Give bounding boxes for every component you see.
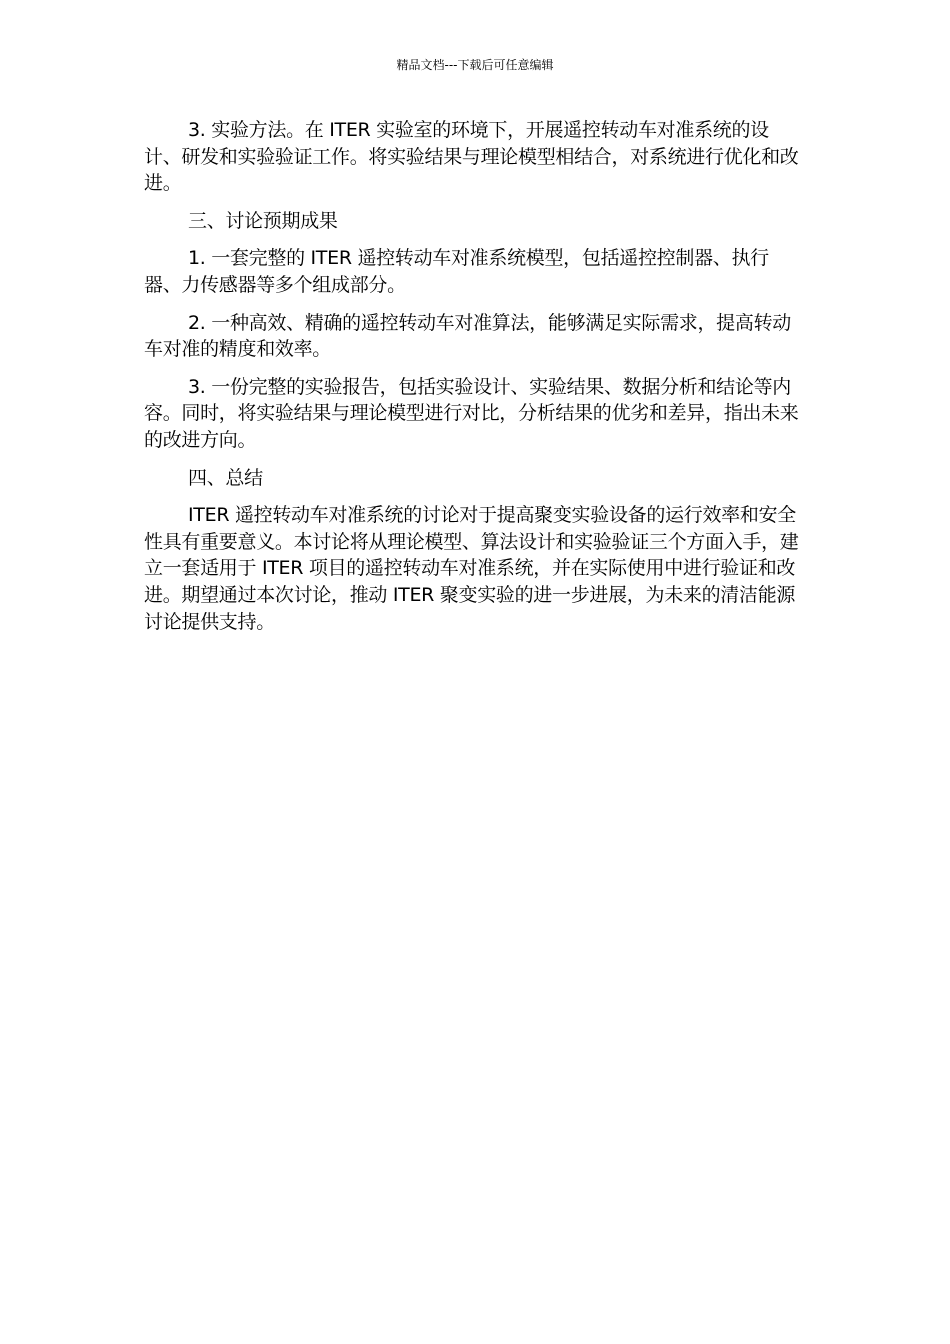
document-body [144,117,804,646]
paragraph-experiment-method: 3. 实验方法。在 ITER 实验室的环境下，开展遥控转动车对准系统的设计、研发和实验验证工作。将实验结果与理论模型相结合，对系统进行优化和改进。 [144,119,799,195]
paragraph-summary: ITER 遥控转动车对准系统的讨论对于提高聚变实验设备的运行效率和安全性具有重要意义。本讨论将从理论模型、算法设计和实验验证三个方面入手，建立一套适用于 ITER 项目的遥控转动车对准系统，并在实际使用中进行验证和改进。期望通过本次讨论，推动 ITER 聚变实验的进一步进展，为未来的清洁能源讨论提供支持。 [144,504,799,633]
paragraph-result-report: 3. 一份完整的实验报告，包括实验设计、实验结果、数据分析和结论等内容。同时，将实验结果与理论模型进行对比，分析结果的优劣和差异，指出未来的改进方向。 [144,375,799,451]
paragraph-result-model: 1. 一套完整的 ITER 遥控转动车对准系统模型，包括遥控控制器、执行器、力传感器等多个组成部分。 [144,247,769,296]
section-heading-expected-results: 三、讨论预期成果 [188,209,338,232]
page-header: 精品文档---下载后可任意编辑 [396,58,554,72]
paragraph-result-algorithm: 2. 一种高效、精确的遥控转动车对准算法，能够满足实际需求，提高转动车对准的精度和效率。 [144,311,791,361]
section-heading-summary: 四、总结 [188,466,263,489]
